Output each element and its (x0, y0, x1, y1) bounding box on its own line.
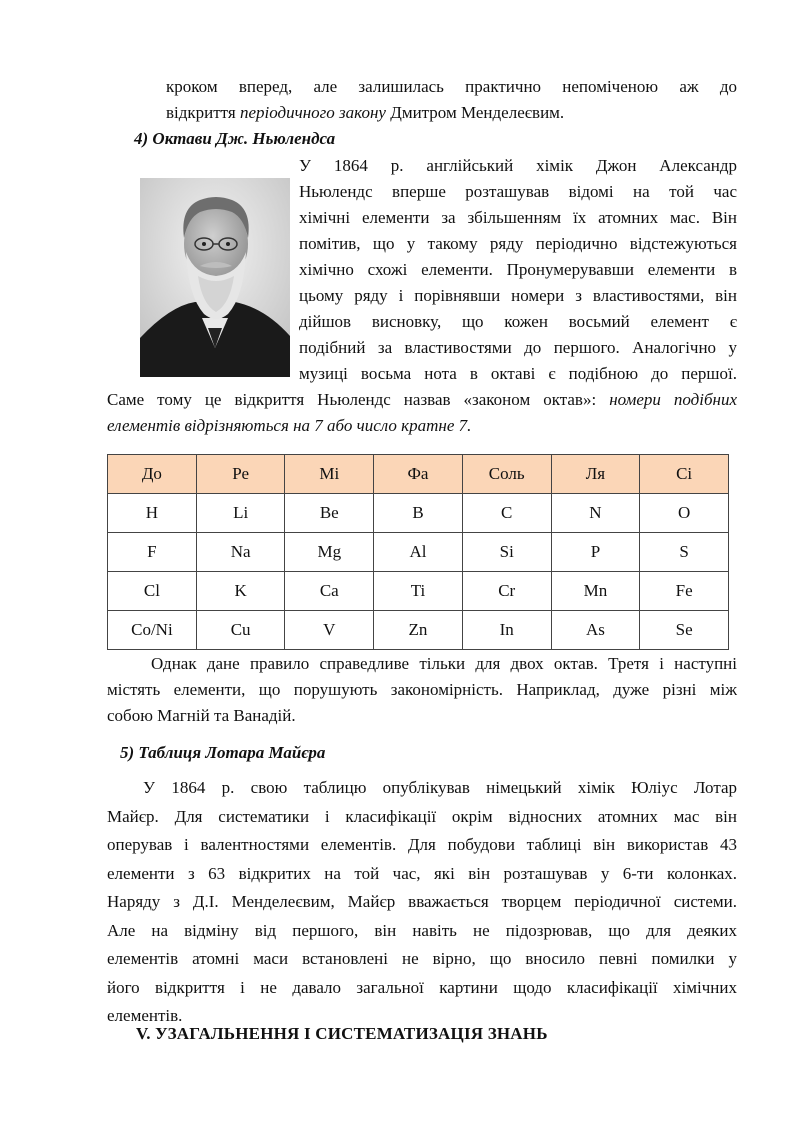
table-cell: Mn (551, 572, 640, 611)
table-cell: As (551, 611, 640, 650)
para-line (107, 413, 737, 439)
table-row (108, 572, 729, 611)
table-cell: Mg (285, 533, 374, 572)
table-row (108, 533, 729, 572)
table-cell: V (285, 611, 374, 650)
para-line: містять елементи, що порушують закономірність. Наприклад, дуже різні між (107, 680, 737, 699)
table-cell: Cr (462, 572, 551, 611)
para-line: Наряду з Д.І. Менделеєвим, Майєр вважається творцем періодичної системи. (107, 892, 737, 911)
table-cell: Cu (196, 611, 285, 650)
table-cell: In (462, 611, 551, 650)
table-cell: Fe (640, 572, 729, 611)
intro-paragraph (166, 74, 737, 126)
table-cell: Co/Ni (108, 611, 197, 650)
after-table-paragraph (107, 651, 737, 729)
para-line: Ньюлендс вперше розташував відомі на той час (299, 182, 737, 201)
section-4-continuation (107, 387, 737, 439)
portrait-image (140, 178, 290, 377)
table-header-cell: Ля (551, 455, 640, 494)
table-header-row (108, 455, 729, 494)
para-line: помітив, що у такому ряду періодично відстежуються (299, 234, 737, 253)
table-cell: K (196, 572, 285, 611)
para-line: Майєр. Для систематики і класифікації окрім відносних атомних мас він (107, 806, 737, 826)
para-line: У 1864 р. англійський хімік Джон Александр (299, 156, 737, 175)
table-cell: Al (374, 533, 463, 572)
table-header-cell: Фа (374, 455, 463, 494)
table-cell: P (551, 533, 640, 572)
table-header-cell: Сі (640, 455, 729, 494)
table-cell: Ca (285, 572, 374, 611)
para-line: хімічні елементи за збільшенням їх атомних мас. Він (299, 208, 737, 227)
section-v-title: V. УЗАГАЛЬНЕННЯ І СИСТЕМАТИЗАЦІЯ ЗНАНЬ (136, 1024, 548, 1043)
para-line: цьому ряду і порівнявши номери з властивостями, він (299, 286, 737, 305)
para-line: дійшов висновку, що кожен восьмий елемент є (299, 312, 737, 331)
para-line: Однак дане правило справедливе тільки для двох октав. Третя і наступні (151, 654, 737, 673)
table-header-cell: Соль (462, 455, 551, 494)
table-cell: C (462, 494, 551, 533)
table-row (108, 611, 729, 650)
para-line (107, 387, 737, 413)
para-line: музиці восьма нота в октаві є подібною до першої. (299, 364, 737, 383)
para-line: оперував і валентностями елементів. Для побудови таблиці він використав 43 (107, 835, 737, 854)
table-cell: Na (196, 533, 285, 572)
para-line: його відкриття і не давало загальної картини щодо класифікації хімічних (107, 977, 737, 997)
intro-text: Дмитром Менделеєвим. (385, 103, 565, 122)
intro-text: відкриття (166, 103, 240, 122)
para-line: елементів атомні маси встановлені не вірно, що вносило певні помилки у (107, 949, 737, 968)
table-cell: H (108, 494, 197, 533)
intro-line-2 (166, 100, 737, 126)
table-cell: S (640, 533, 729, 572)
table-cell: Zn (374, 611, 463, 650)
table-cell: B (374, 494, 463, 533)
table-header-cell: До (108, 455, 197, 494)
para-emphasis: елементів відрізняються на 7 або число кратне 7. (107, 416, 472, 435)
para-line: У 1864 р. свою таблицю опублікував німецький хімік Юліус Лотар (143, 778, 737, 797)
table-cell: Ti (374, 572, 463, 611)
table-row (108, 494, 729, 533)
newlands-portrait (140, 178, 290, 377)
para-line: подібний за властивостями до першого. Аналогічно у (299, 338, 737, 357)
para-text: Саме тому це відкриття Ньюлендс назвав «законом октав»: (107, 390, 610, 409)
para-line: Але на відміну від першого, він навіть не підозрював, що для деяких (107, 920, 737, 940)
para-line: елементи з 63 відкритих на той час, які він розташував у 6-ти колонках. (107, 863, 737, 883)
para-line: собою Магній та Ванадій. (107, 706, 296, 725)
table-cell: O (640, 494, 729, 533)
table-cell: Be (285, 494, 374, 533)
intro-line-1: кроком вперед, але залишилась практично непоміченою аж до (166, 77, 737, 96)
table-cell: Si (462, 533, 551, 572)
para-line: хімічно схожі елементи. Пронумерувавши елементи в (299, 260, 737, 279)
table-cell: N (551, 494, 640, 533)
table-cell: Cl (108, 572, 197, 611)
table-cell: Se (640, 611, 729, 650)
table-cell: Li (196, 494, 285, 533)
para-emphasis: номери подібних (609, 390, 737, 409)
table-cell: F (108, 533, 197, 572)
table-header-cell: Мі (285, 455, 374, 494)
section-4-heading: 4) Октави Дж. Ньюлендса (134, 129, 336, 148)
section-4-paragraph (299, 153, 737, 387)
intro-emphasis: періодичного закону (239, 103, 386, 122)
table-header-cell: Ре (196, 455, 285, 494)
octaves-table (107, 454, 729, 650)
section-5-paragraph (107, 774, 737, 1031)
para-line: елементів. (107, 1006, 183, 1025)
section-5-heading: 5) Таблиця Лотара Майєра (120, 743, 326, 762)
